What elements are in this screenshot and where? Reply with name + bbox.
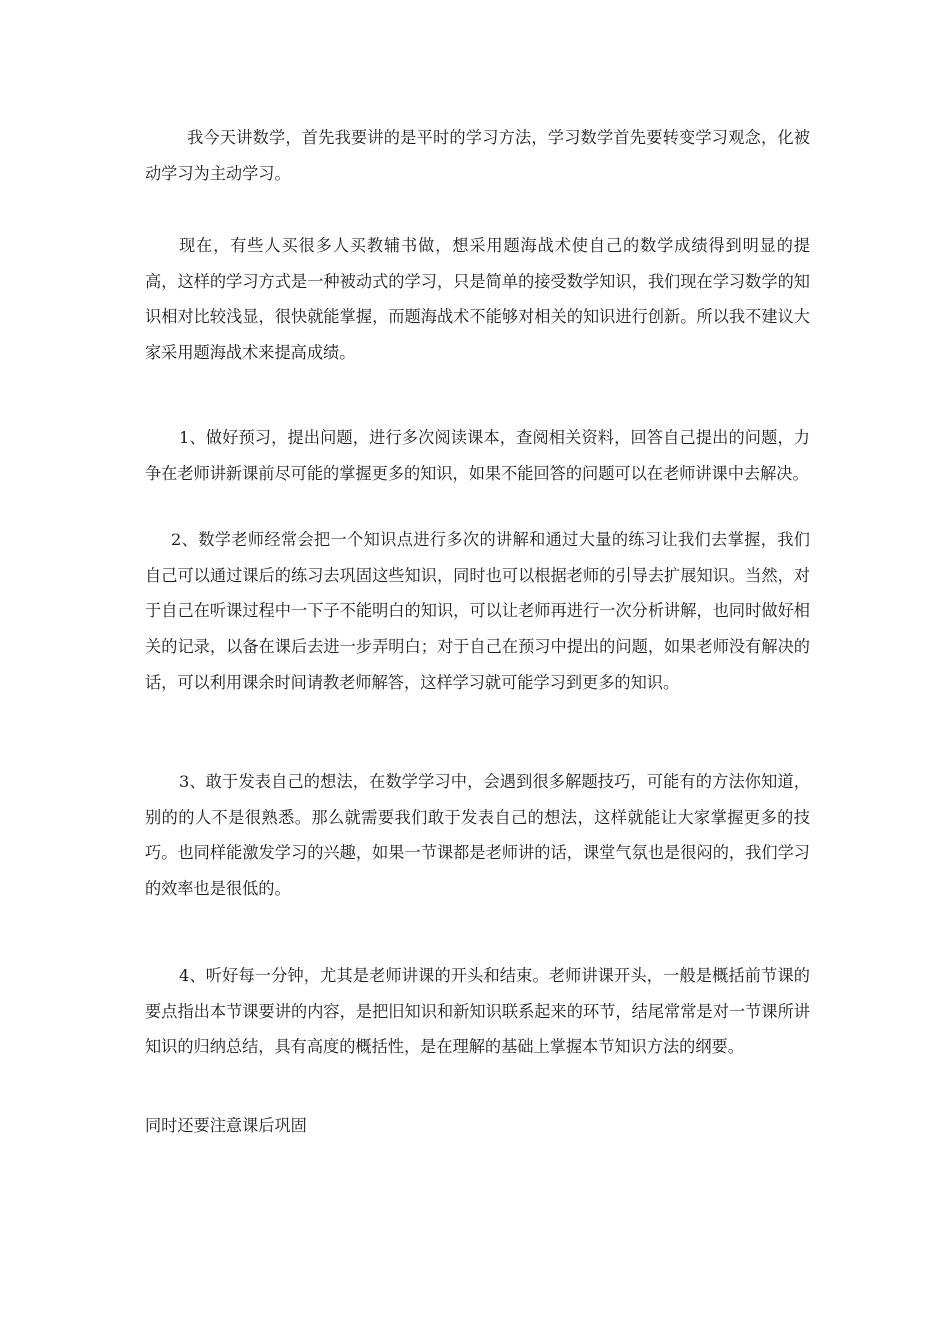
tip-1-paragraph: 1、做好预习，提出问题，进行多次阅读课本，查阅相关资料，回答自己提出的问题，力争在老师讲新课前尽可能的掌握更多的知识，如果不能回答的问题可以在老师讲课中去解决。 xyxy=(145,428,810,483)
problem-paragraph: 现在，有些人买很多人买教辅书做，想采用题海战术使自己的数学成绩得到明显的提高，这样的学习方式是一种被动式的学习，只是简单的接受数学知识，我们现在学习数学的知识相对比较浅显，很快就能掌握，而题海战术不能够对相关的知识进行创新。所以我不建议大家采用题海战术来提高成绩。 xyxy=(145,236,810,363)
intro-paragraph: 我今天讲数学，首先我要讲的是平时的学习方法，学习数学首先要转变学习观念，化被动学习为主动学习。 xyxy=(145,128,810,183)
closing-paragraph: 同时还要注意课后巩固 xyxy=(145,1116,307,1135)
tip-3-paragraph: 3、敢于发表自己的想法，在数学学习中，会遇到很多解题技巧，可能有的方法你知道，别的的人不是很熟悉。那么就需要我们敢于发表自己的想法，这样就能让大家掌握更多的技巧。也同样能激发学习的兴趣，如果一节课都是老师讲的话，课堂气氛也是很闷的，我们学习的效率也是很低的。 xyxy=(145,772,810,899)
tip-4-paragraph: 4、听好每一分钟，尤其是老师讲课的开头和结束。老师讲课开头，一般是概括前节课的要点指出本节课要讲的内容，是把旧知识和新知识联系起来的环节，结尾常常是对一节课所讲知识的归纳总结，具有高度的概括性，是在理解的基础上掌握本节知识方法的纲要。 xyxy=(145,966,810,1057)
tip-2-paragraph: 2、数学老师经常会把一个知识点进行多次的讲解和通过大量的练习让我们去掌握，我们自己可以通过课后的练习去巩固这些知识，同时也可以根据老师的引导去扩展知识。当然，对于自己在听课过程中一下子不能明白的知识，可以让老师再进行一次分析讲解，也同时做好相关的记录，以备在课后去进一步弄明白；对于自己在预习中提出的问题，如果老师没有解决的话，可以利用课余时间请教老师解答，这样学习就可能学习到更多的知识。 xyxy=(145,530,810,692)
